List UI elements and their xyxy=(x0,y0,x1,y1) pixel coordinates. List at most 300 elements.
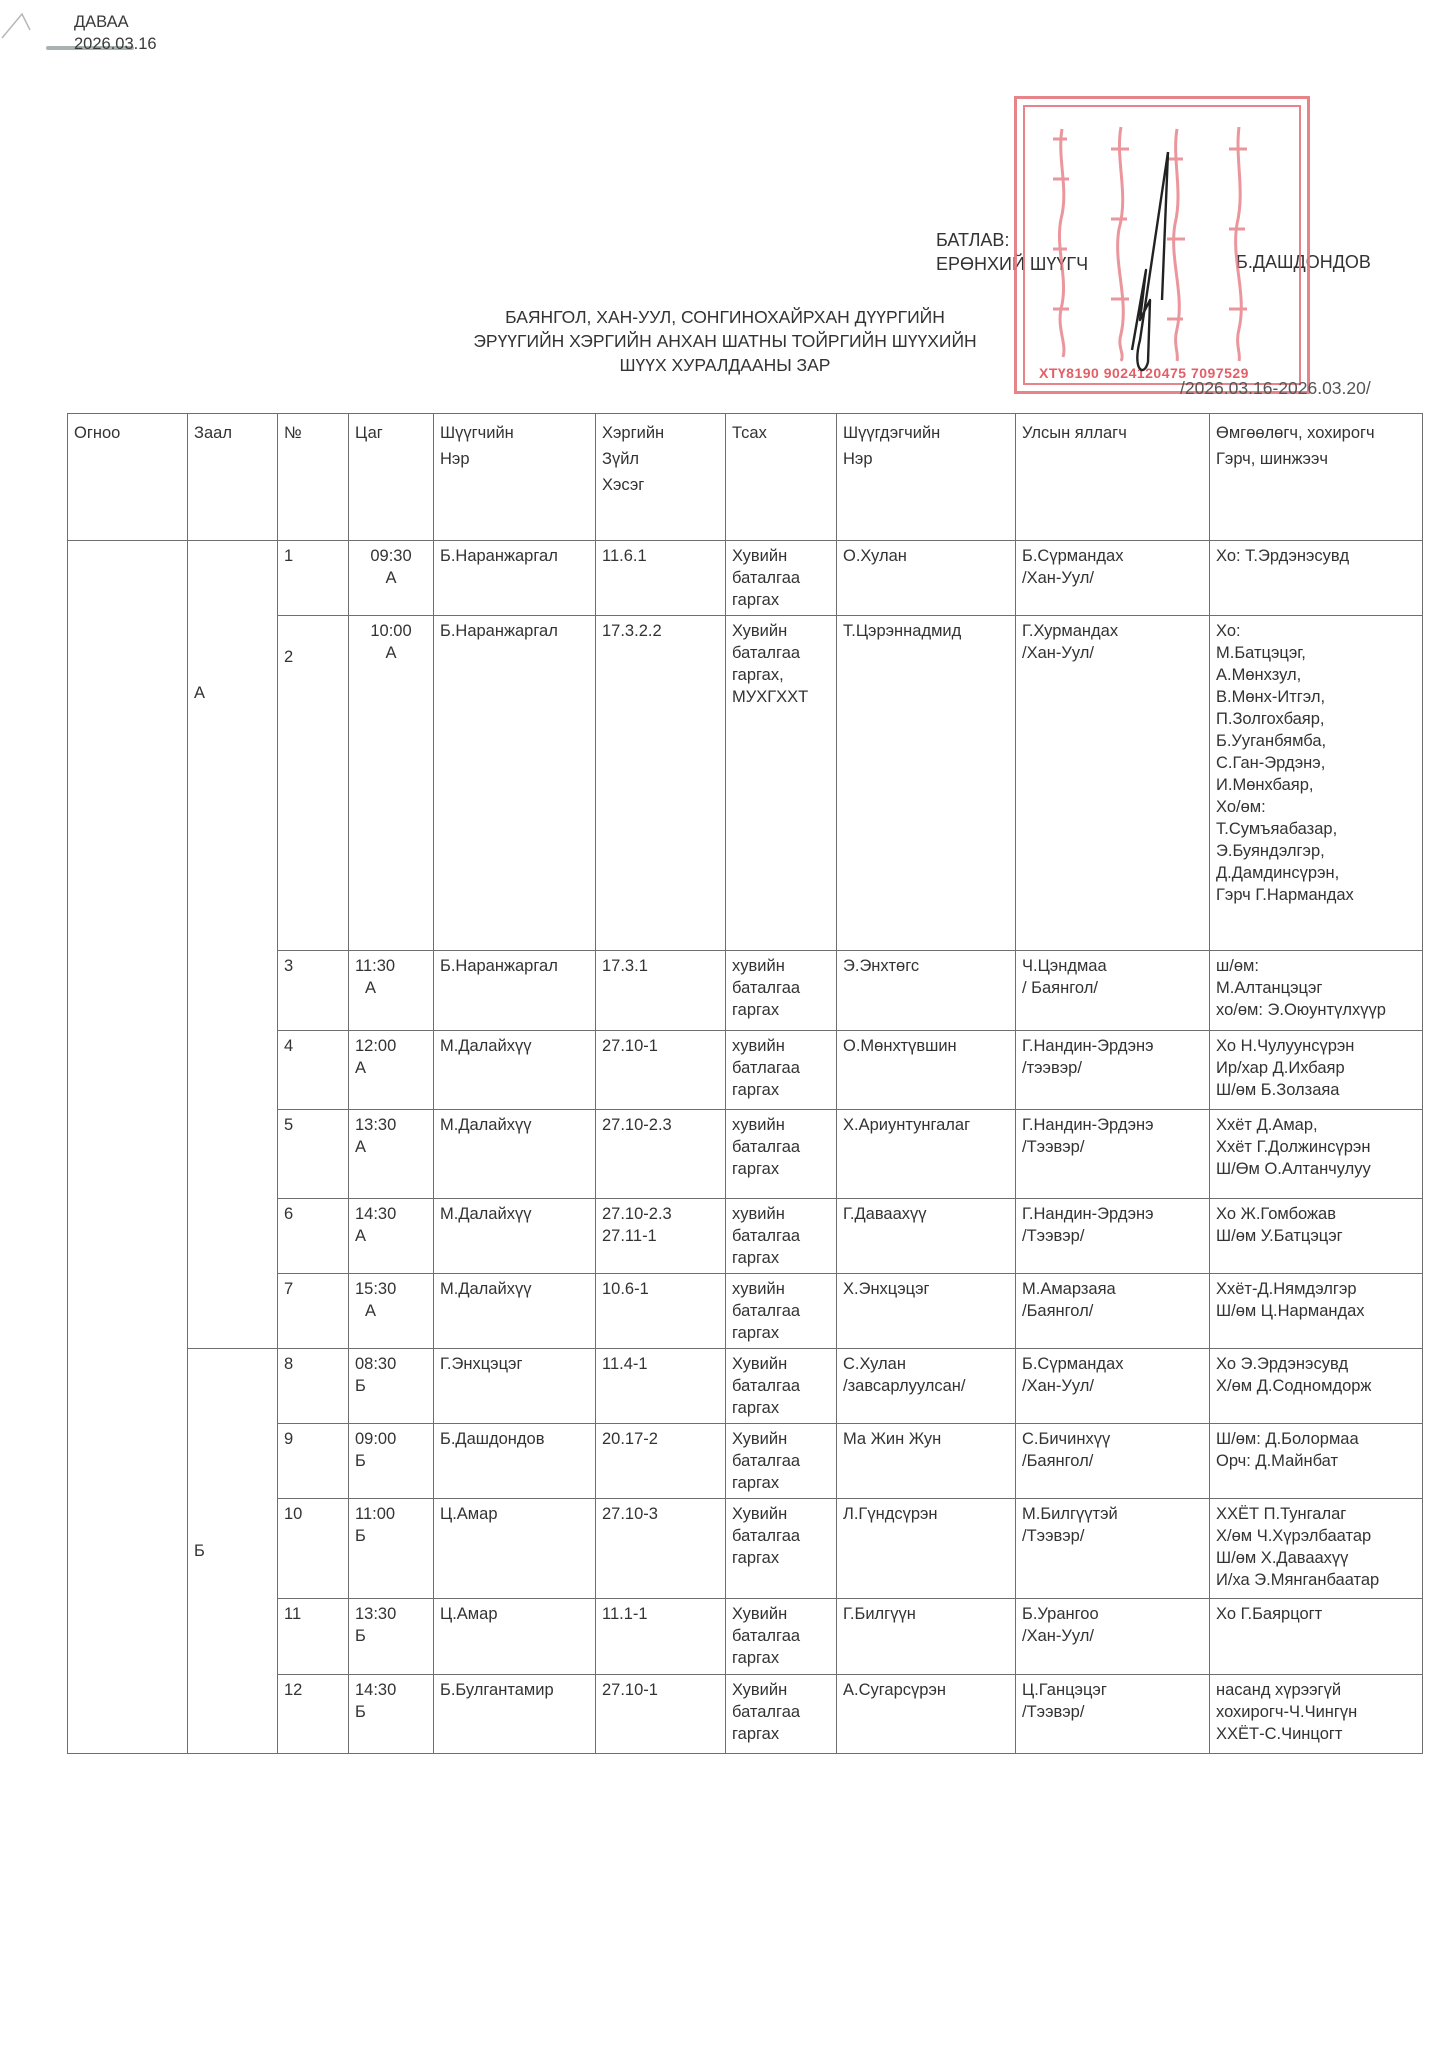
judge-cell xyxy=(434,1599,596,1675)
hall-code: А xyxy=(385,644,397,662)
hall-cell xyxy=(188,541,278,1349)
cell-text-line: хувийн xyxy=(732,1037,785,1055)
cell-text-line: Хо Ж.Гомбожав xyxy=(1216,1205,1336,1223)
cell-text-line: Х/өм Д.Содномдорж xyxy=(1216,1377,1372,1395)
cell-text-line: Хо Э.Эрдэнэсувд xyxy=(1216,1355,1349,1373)
defendant-cell xyxy=(837,1199,1016,1274)
cell-text-line: 17.3.2.2 xyxy=(602,622,662,640)
cell-text-line: Б.Сүрмандах xyxy=(1022,547,1124,565)
cell-text-line: /Тээвэр/ xyxy=(1022,1227,1085,1245)
cell-text-line: баталгаа xyxy=(732,569,801,587)
judge-name: М.Далайхүү xyxy=(440,1037,532,1055)
cell-text-line: /Баянгол/ xyxy=(1022,1452,1094,1470)
cell-text-line: И/ха Э.Мянганбаатар xyxy=(1216,1571,1380,1589)
row-number xyxy=(278,1349,349,1424)
defendant-cell xyxy=(837,1110,1016,1199)
cell-text-line: Б.Сүрмандах xyxy=(1022,1355,1124,1373)
cell-text-line: Г.Нандин-Эрдэнэ xyxy=(1022,1116,1154,1134)
judge-name: Б.Булгантамир xyxy=(440,1681,554,1699)
cell-text-line: батлагаа xyxy=(732,1059,800,1077)
date-range: /2026.03.16-2026.03.20/ xyxy=(1180,378,1371,398)
hearing-time: 13:30 xyxy=(355,1605,397,1623)
cell-text-line: Ш/өм Ц.Нармандах xyxy=(1216,1302,1365,1320)
cell-text-line: 27.10-3 xyxy=(602,1505,658,1523)
row-number xyxy=(278,1199,349,1274)
article-cell xyxy=(596,1349,726,1424)
parties-cell xyxy=(1210,1675,1423,1754)
cell-text-line: баталгаа xyxy=(732,1703,801,1721)
hearing-time: 08:30 xyxy=(355,1355,397,1373)
header-date xyxy=(68,414,188,541)
defendant-cell xyxy=(837,1349,1016,1424)
hearing-date: 2026.03.16 xyxy=(74,35,157,53)
judge-name: М.Далайхүү xyxy=(440,1205,532,1223)
measure-cell xyxy=(726,1349,837,1424)
hall-code: А xyxy=(355,1138,367,1156)
measure-cell xyxy=(726,541,837,616)
cell-text-line: 27.10-2.3 xyxy=(602,1116,672,1134)
header-measure xyxy=(726,414,837,541)
cell-text-line: гаргах, xyxy=(732,666,784,684)
parties-cell xyxy=(1210,616,1423,951)
article-cell xyxy=(596,616,726,951)
judge-name: Б.Наранжаргал xyxy=(440,547,558,565)
cell-text-line: ХХЁТ П.Тунгалаг xyxy=(1216,1505,1347,1523)
judge-name: Б.Дашдондов xyxy=(440,1430,545,1448)
row-number-text: 11 xyxy=(284,1605,302,1623)
hall-code: А xyxy=(355,1059,367,1077)
cell-text-line: баталгаа xyxy=(732,1527,801,1545)
cell-text-line: М.Алтанцэцэг xyxy=(1216,979,1323,997)
cell-text-line: Хувийн xyxy=(732,622,788,640)
cell-text-line: гаргах xyxy=(732,1324,780,1342)
cell-text-line: МУХГХХТ xyxy=(732,688,809,706)
header-text: Хэргийн xyxy=(602,424,665,442)
article-cell xyxy=(596,1499,726,1599)
cell-text-line: 11.1-1 xyxy=(602,1605,648,1623)
defendant-cell xyxy=(837,1274,1016,1349)
hearing-time: 13:30 xyxy=(355,1116,397,1134)
stamp-code: ХТҮ8190 9024120475 7097529 xyxy=(1039,365,1249,381)
cell-text-line: 11.4-1 xyxy=(602,1355,648,1373)
cell-text-line: С.Хулан xyxy=(843,1355,906,1373)
time-cell xyxy=(349,1499,434,1599)
cell-text-line: Хо/өм: xyxy=(1216,798,1266,816)
row-number xyxy=(278,1675,349,1754)
row-number-text: 10 xyxy=(284,1505,303,1523)
article-cell xyxy=(596,951,726,1031)
approval-position: ЕРӨНХИЙ ШҮҮГЧ xyxy=(936,254,1089,274)
defendant-cell xyxy=(837,541,1016,616)
cell-text-line: 27.11-1 xyxy=(602,1227,657,1245)
cell-text-line: гаргах xyxy=(732,1249,780,1267)
measure-cell xyxy=(726,616,837,951)
time-cell xyxy=(349,1599,434,1675)
measure-cell xyxy=(726,1675,837,1754)
weekday: ДАВАА xyxy=(74,13,129,31)
table-row xyxy=(68,1349,1423,1424)
cell-text-line: 27.10-1 xyxy=(602,1037,658,1055)
judge-name: М.Далайхүү xyxy=(440,1116,532,1134)
time-cell xyxy=(349,1031,434,1110)
time-cell xyxy=(349,1675,434,1754)
row-number-text: 1 xyxy=(284,547,294,565)
measure-cell xyxy=(726,1499,837,1599)
time-cell xyxy=(349,1110,434,1199)
cell-text-line: Хо Г.Баярцогт xyxy=(1216,1605,1323,1623)
cell-text-line: Г.Билгүүн xyxy=(843,1605,916,1623)
cell-text-line: /Тээвэр/ xyxy=(1022,1527,1085,1545)
article-cell xyxy=(596,1424,726,1499)
cell-text-line: С.Ган-Эрдэнэ, xyxy=(1216,754,1326,772)
table-header-row xyxy=(68,414,1423,541)
header-text: Гэрч, шинжээч xyxy=(1216,450,1328,468)
cell-text-line: Г.Нандин-Эрдэнэ xyxy=(1022,1205,1154,1223)
hearing-time: 09:30 xyxy=(370,547,412,565)
cell-text-line: Г.Даваахүү xyxy=(843,1205,927,1223)
measure-cell xyxy=(726,951,837,1031)
row-number-text: 12 xyxy=(284,1681,303,1699)
cell-text-line: Т.Сумъяабазар, xyxy=(1216,820,1338,838)
cell-text-line: 10.6-1 xyxy=(602,1280,649,1298)
hearing-time: 14:30 xyxy=(355,1681,397,1699)
prosecutor-cell xyxy=(1016,1599,1210,1675)
hall-code: А xyxy=(385,569,397,587)
cell-text-line: хувийн xyxy=(732,1280,785,1298)
cell-text-line: М.Амарзаяа xyxy=(1022,1280,1116,1298)
header-hall xyxy=(188,414,278,541)
cell-text-line: Г.Хурмандах xyxy=(1022,622,1119,640)
row-number xyxy=(278,541,349,616)
cell-text-line: Ц.Ганцэцэг xyxy=(1022,1681,1107,1699)
time-cell xyxy=(349,951,434,1031)
parties-cell xyxy=(1210,1031,1423,1110)
prosecutor-cell xyxy=(1016,1499,1210,1599)
cell-text-line: Ш/өм Х.Даваахүү xyxy=(1216,1549,1349,1567)
cell-text-line: /Хан-Уул/ xyxy=(1022,569,1094,587)
cell-text-line: ш/өм: xyxy=(1216,957,1259,975)
cell-text-line: гаргах xyxy=(732,591,780,609)
header-time xyxy=(349,414,434,541)
prosecutor-cell xyxy=(1016,541,1210,616)
cell-text-line: хувийн xyxy=(732,1116,785,1134)
header-text: Шүүгдэгчийн xyxy=(843,424,941,442)
judge-cell xyxy=(434,1349,596,1424)
judge-cell xyxy=(434,1499,596,1599)
prosecutor-cell xyxy=(1016,1031,1210,1110)
header-parties xyxy=(1210,414,1423,541)
article-cell xyxy=(596,1675,726,1754)
cell-text-line: Ш/өм: Д.Болормаа xyxy=(1216,1430,1359,1448)
article-cell xyxy=(596,1599,726,1675)
row-number xyxy=(278,1424,349,1499)
article-cell xyxy=(596,1110,726,1199)
prosecutor-cell xyxy=(1016,1675,1210,1754)
row-number-text: 9 xyxy=(284,1430,294,1448)
hearing-time: 11:30 xyxy=(355,957,396,975)
parties-cell xyxy=(1210,951,1423,1031)
measure-cell xyxy=(726,1424,837,1499)
judge-name: М.Далайхүү xyxy=(440,1280,532,1298)
header-text: Улсын яллагч xyxy=(1022,424,1127,442)
cell-text-line: Х/өм Ч.Хүрэлбаатар xyxy=(1216,1527,1372,1545)
signature xyxy=(1110,150,1190,380)
row-number xyxy=(278,1499,349,1599)
cell-text-line: баталгаа xyxy=(732,1627,801,1645)
header-article xyxy=(596,414,726,541)
judge-cell xyxy=(434,1031,596,1110)
cell-text-line: гаргах xyxy=(732,1649,780,1667)
document-title xyxy=(420,305,1030,377)
cell-text-line: В.Мөнх-Итгэл, xyxy=(1216,688,1326,706)
cell-text-line: гаргах xyxy=(732,1399,780,1417)
header-text: Хэсэг xyxy=(602,476,645,494)
judge-name: Б.Наранжаргал xyxy=(440,957,558,975)
cell-text-line: А.Сугарсүрэн xyxy=(843,1681,946,1699)
cell-text-line: Ш/өм У.Батцэцэг xyxy=(1216,1227,1343,1245)
cell-text-line: баталгаа xyxy=(732,1377,801,1395)
cell-text-line: Ч.Цэндмаа xyxy=(1022,957,1107,975)
hall-code: А xyxy=(365,979,377,997)
cell-text-line: А.Мөнхзул, xyxy=(1216,666,1302,684)
header-text: № xyxy=(284,424,302,442)
parties-cell xyxy=(1210,541,1423,616)
defendant-cell xyxy=(837,951,1016,1031)
cell-text-line: П.Золгохбаяр, xyxy=(1216,710,1325,728)
cell-text-line: Б.Ууганбямба, xyxy=(1216,732,1327,750)
defendant-cell xyxy=(837,1675,1016,1754)
cell-text-line: насанд хүрээгүй xyxy=(1216,1681,1342,1699)
cell-text-line: Д.Дамдинсүрэн, xyxy=(1216,864,1340,882)
cell-text-line: / Баянгол/ xyxy=(1022,979,1098,997)
cell-text-line: хувийн xyxy=(732,1205,785,1223)
prosecutor-cell xyxy=(1016,1274,1210,1349)
cell-text-line: Г.Нандин-Эрдэнэ xyxy=(1022,1037,1154,1055)
title-line-1: БАЯНГОЛ, ХАН-УУЛ, СОНГИНОХАЙРХАН ДҮҮРГИЙН xyxy=(505,307,945,327)
header-text: Заал xyxy=(194,424,232,442)
cell-text-line: 11.6.1 xyxy=(602,547,647,565)
cell-text-line: /Баянгол/ xyxy=(1022,1302,1094,1320)
row-number-text: 4 xyxy=(284,1037,294,1055)
hall-code: Б xyxy=(355,1627,366,1645)
cell-text-line: О.Хулан xyxy=(843,547,907,565)
cell-text-line: Хувийн xyxy=(732,547,788,565)
cell-text-line: С.Бичинхүү xyxy=(1022,1430,1111,1448)
cell-text-line: Хувийн xyxy=(732,1355,788,1373)
cell-text-line: /Хан-Уул/ xyxy=(1022,1377,1094,1395)
hall-code: Б xyxy=(355,1377,366,1395)
hall-code: Б xyxy=(355,1452,366,1470)
time-cell xyxy=(349,616,434,951)
cell-text-line: 27.10-2.3 xyxy=(602,1205,672,1223)
title-line-2: ЭРҮҮГИЙН ХЭРГИЙН АНХАН ШАТНЫ ТОЙРГИЙН ШҮҮХИЙН xyxy=(473,331,977,351)
cell-text-line: Ма Жин Жун xyxy=(843,1430,942,1448)
measure-cell xyxy=(726,1199,837,1274)
row-number-text: 6 xyxy=(284,1205,294,1223)
article-cell xyxy=(596,541,726,616)
row-number-text: 2 xyxy=(284,648,294,666)
cell-text-line: Ххёт Д.Амар, xyxy=(1216,1116,1318,1134)
article-cell xyxy=(596,1031,726,1110)
cell-text-line: М.Батцэцэг, xyxy=(1216,644,1306,662)
hall-label: А xyxy=(194,684,206,702)
hearing-time: 11:00 xyxy=(355,1505,396,1523)
title-line-3: ШҮҮХ ХУРАЛДААНЫ ЗАР xyxy=(619,355,831,375)
cell-text-line: гаргах xyxy=(732,1549,780,1567)
time-cell xyxy=(349,541,434,616)
cell-text-line: гаргах xyxy=(732,1725,780,1743)
cell-text-line: Х.Ариунтунгалаг xyxy=(843,1116,971,1134)
row-number xyxy=(278,1110,349,1199)
cell-text-line: Т.Цэрэннадмид xyxy=(843,622,962,640)
row-number xyxy=(278,1274,349,1349)
parties-cell xyxy=(1210,1599,1423,1675)
cell-text-line: хувийн xyxy=(732,957,785,975)
parties-cell xyxy=(1210,1274,1423,1349)
defendant-cell xyxy=(837,1424,1016,1499)
cell-text-line: М.Билгүүтэй xyxy=(1022,1505,1118,1523)
cell-text-line: баталгаа xyxy=(732,644,801,662)
cell-text-line: Хувийн xyxy=(732,1430,788,1448)
cell-text-line: Ххёт-Д.Нямдэлгэр xyxy=(1216,1280,1357,1298)
judge-name: Б.Наранжаргал xyxy=(440,622,558,640)
cell-text-line: Э.Буяндэлгэр, xyxy=(1216,842,1325,860)
scan-corner-mark xyxy=(0,0,40,40)
cell-text-line: хохирогч-Ч.Чингүн xyxy=(1216,1703,1358,1721)
hall-label: Б xyxy=(194,1542,205,1560)
cell-text-line: гаргах xyxy=(732,1081,780,1099)
cell-text-line: О.Мөнхтүвшин xyxy=(843,1037,957,1055)
hall-code: А xyxy=(365,1302,377,1320)
header-number xyxy=(278,414,349,541)
prosecutor-cell xyxy=(1016,951,1210,1031)
judge-cell xyxy=(434,1675,596,1754)
judge-cell xyxy=(434,541,596,616)
header-defendant xyxy=(837,414,1016,541)
row-number-text: 7 xyxy=(284,1280,294,1298)
hearing-time: 09:00 xyxy=(355,1430,397,1448)
cell-text-line: баталгаа xyxy=(732,1138,801,1156)
prosecutor-cell xyxy=(1016,616,1210,951)
time-cell xyxy=(349,1199,434,1274)
row-number xyxy=(278,951,349,1031)
judge-cell xyxy=(434,951,596,1031)
cell-text-line: Орч: Д.Майнбат xyxy=(1216,1452,1339,1470)
header-text: Огноо xyxy=(74,424,121,442)
cell-text-line: Ш/Өм О.Алтанчулуу xyxy=(1216,1160,1371,1178)
header-text: Цаг xyxy=(355,424,383,442)
prosecutor-cell xyxy=(1016,1349,1210,1424)
cell-text-line: /Хан-Уул/ xyxy=(1022,1627,1094,1645)
header-prosecutor xyxy=(1016,414,1210,541)
parties-cell xyxy=(1210,1349,1423,1424)
hearing-time: 10:00 xyxy=(370,622,412,640)
cell-text-line: ХХЁТ-С.Чинцогт xyxy=(1216,1725,1343,1743)
cell-text-line: баталгаа xyxy=(732,1302,801,1320)
judge-name: Ц.Амар xyxy=(440,1505,498,1523)
hearing-time: 15:30 xyxy=(355,1280,397,1298)
row-number-text: 3 xyxy=(284,957,294,975)
cell-text-line: Ххёт Г.Должинсүрэн xyxy=(1216,1138,1371,1156)
judge-cell xyxy=(434,1274,596,1349)
cell-text-line: хо/өм: Э.Оюунтүлхүүр xyxy=(1216,1001,1386,1019)
cell-text-line: /Хан-Уул/ xyxy=(1022,644,1094,662)
time-cell xyxy=(349,1349,434,1424)
approval-label: БАТЛАВ: xyxy=(936,230,1010,250)
hall-code: Б xyxy=(355,1703,366,1721)
header-text: Тсах xyxy=(732,424,767,442)
cell-text-line: /тээвэр/ xyxy=(1022,1059,1082,1077)
cell-text-line: Ш/өм Б.Золзаяа xyxy=(1216,1081,1340,1099)
cell-text-line: Хувийн xyxy=(732,1605,788,1623)
prosecutor-cell xyxy=(1016,1199,1210,1274)
judge-cell xyxy=(434,1110,596,1199)
parties-cell xyxy=(1210,1499,1423,1599)
defendant-cell xyxy=(837,1499,1016,1599)
cell-text-line: баталгаа xyxy=(732,1452,801,1470)
cell-text-line: гаргах xyxy=(732,1160,780,1178)
prosecutor-cell xyxy=(1016,1424,1210,1499)
measure-cell xyxy=(726,1599,837,1675)
row-number-text: 8 xyxy=(284,1355,294,1373)
header-text: Өмгөөлөгч, хохирогч xyxy=(1216,424,1375,442)
cell-text-line: Ир/хар Д.Ихбаяр xyxy=(1216,1059,1345,1077)
cell-text-line: И.Мөнхбаяр, xyxy=(1216,776,1314,794)
article-cell xyxy=(596,1274,726,1349)
parties-cell xyxy=(1210,1110,1423,1199)
judge-name: Г.Энхцэцэг xyxy=(440,1355,523,1373)
row-number xyxy=(278,1599,349,1675)
cell-text-line: Хо: Т.Эрдэнэсувд xyxy=(1216,547,1350,565)
cell-text-line: Хо: xyxy=(1216,622,1241,640)
cell-text-line: Хувийн xyxy=(732,1681,788,1699)
hearing-time: 14:30 xyxy=(355,1205,397,1223)
header-text: Нэр xyxy=(843,450,873,468)
cell-text-line: Хо Н.Чулуунсүрэн xyxy=(1216,1037,1355,1055)
approver-name: Б.ДАШДОНДОВ xyxy=(1236,252,1371,272)
table-row xyxy=(68,541,1423,616)
defendant-cell xyxy=(837,1031,1016,1110)
cell-text-line: гаргах xyxy=(732,1001,780,1019)
header-text: Зүйл xyxy=(602,450,640,468)
cell-text-line: 20.17-2 xyxy=(602,1430,658,1448)
cell-text-line: Хувийн xyxy=(732,1505,788,1523)
row-number-text: 5 xyxy=(284,1116,294,1134)
hall-code: Б xyxy=(355,1527,366,1545)
cell-text-line: Б.Урангоо xyxy=(1022,1605,1099,1623)
cell-text-line: /Тээвэр/ xyxy=(1022,1703,1085,1721)
defendant-cell xyxy=(837,616,1016,951)
cell-text-line: баталгаа xyxy=(732,1227,801,1245)
cell-text-line: баталгаа xyxy=(732,979,801,997)
row-number xyxy=(278,1031,349,1110)
hall-code: А xyxy=(355,1227,367,1245)
hearing-time: 12:00 xyxy=(355,1037,397,1055)
measure-cell xyxy=(726,1274,837,1349)
parties-cell xyxy=(1210,1199,1423,1274)
cell-text-line: Л.Гүндсүрэн xyxy=(843,1505,938,1523)
row-number xyxy=(278,616,349,951)
judge-name: Ц.Амар xyxy=(440,1605,498,1623)
header-judge xyxy=(434,414,596,541)
cell-text-line: 27.10-1 xyxy=(602,1681,658,1699)
time-cell xyxy=(349,1424,434,1499)
cell-text-line: 17.3.1 xyxy=(602,957,648,975)
cell-text-line: Х.Энхцэцэг xyxy=(843,1280,930,1298)
time-cell xyxy=(349,1274,434,1349)
judge-cell xyxy=(434,1424,596,1499)
parties-cell xyxy=(1210,1424,1423,1499)
